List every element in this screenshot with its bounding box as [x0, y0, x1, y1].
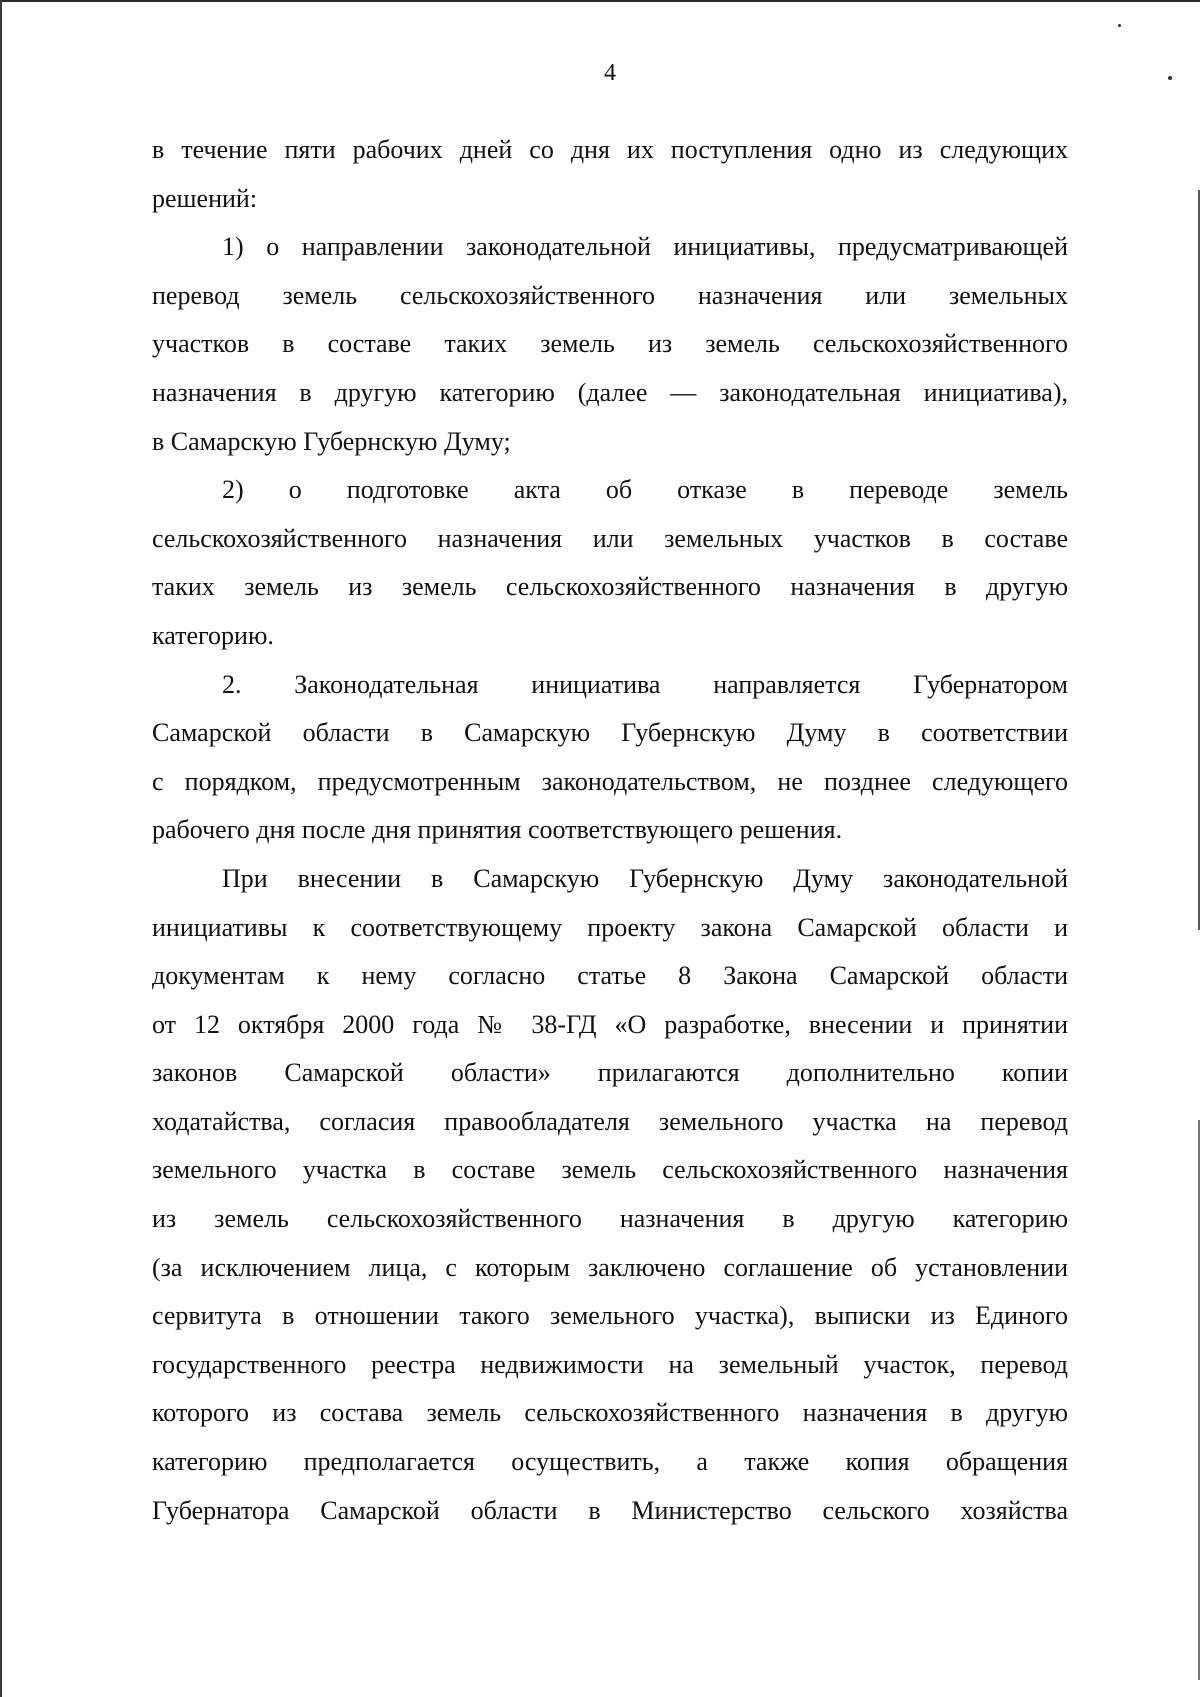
- text-line: которого из состава земель сельскохозяйственного назначения в другую: [152, 1398, 1068, 1428]
- text-line: от 12 октября 2000 года № 38-ГД «О разработке, внесении и принятии: [152, 1009, 1068, 1039]
- paragraph: [152, 466, 1068, 660]
- text-line: перевод земель сельскохозяйственного назначения или земельных: [152, 280, 1068, 310]
- paragraph: [152, 223, 1068, 466]
- text-line: государственного реестра недвижимости на земельный участок, перевод: [152, 1349, 1068, 1379]
- text-line: сельскохозяйственного назначения или земельных участков в составе: [152, 523, 1068, 553]
- text-line: законов Самарской области» прилагаются дополнительно копии: [152, 1058, 1068, 1088]
- text-line: решений:: [152, 183, 258, 213]
- text-line: категорию предполагается осуществить, а также копия обращения: [152, 1447, 1068, 1477]
- text-line: 2. Законодательная инициатива направляется Губернатором: [222, 669, 1068, 699]
- text-line: инициативы к соответствующему проекту закона Самарской области и: [152, 912, 1068, 942]
- text-line: сервитута в отношении такого земельного участка), выписки из Единого: [152, 1301, 1068, 1331]
- text-line: 1) о направлении законодательной инициативы, предусматривающей: [222, 232, 1068, 262]
- scan-edge-left: [0, 0, 2, 1697]
- text-line: назначения в другую категорию (далее — законодательная инициатива),: [152, 377, 1068, 407]
- text-line: Губернатора Самарской области в Министерство сельского хозяйства: [152, 1495, 1068, 1525]
- text-line: документам к нему согласно статье 8 Закона Самарской области: [152, 961, 1068, 991]
- text-line: участков в составе таких земель из земель сельскохозяйственного: [152, 329, 1068, 359]
- text-line: рабочего дня после дня принятия соответствующего решения.: [152, 815, 843, 845]
- text-line: таких земель из земель сельскохозяйственного назначения в другую: [152, 572, 1068, 602]
- text-line: земельного участка в составе земель сельскохозяйственного назначения: [152, 1155, 1068, 1185]
- text-line: ходатайства, согласия правообладателя земельного участка на перевод: [152, 1106, 1068, 1136]
- scan-speck: [1118, 24, 1121, 27]
- text-line: При внесении в Самарскую Губернскую Думу законодательной: [222, 863, 1068, 893]
- paragraph: [152, 661, 1068, 855]
- text-line: категорию.: [152, 620, 274, 650]
- paragraph: [152, 855, 1068, 1535]
- text-line: в Самарскую Губернскую Думу;: [152, 426, 511, 456]
- page-number: 4: [604, 60, 616, 86]
- text-line: в течение пяти рабочих дней со дня их поступления одно из следующих: [152, 135, 1068, 164]
- text-line: из земель сельскохозяйственного назначения в другую категорию: [152, 1204, 1068, 1234]
- scan-edge-top: [0, 0, 1200, 2]
- document-body: [152, 126, 1068, 1535]
- text-line: с порядком, предусмотренным законодательством, не позднее следующего: [152, 766, 1068, 796]
- text-line: 2) о подготовке акта об отказе в переводе земель: [222, 475, 1068, 505]
- text-line: Самарской области в Самарскую Губернскую Думу в соответствии: [152, 718, 1068, 748]
- paragraph: [152, 126, 1068, 223]
- text-line: (за исключением лица, с которым заключено соглашение об установлении: [152, 1252, 1068, 1282]
